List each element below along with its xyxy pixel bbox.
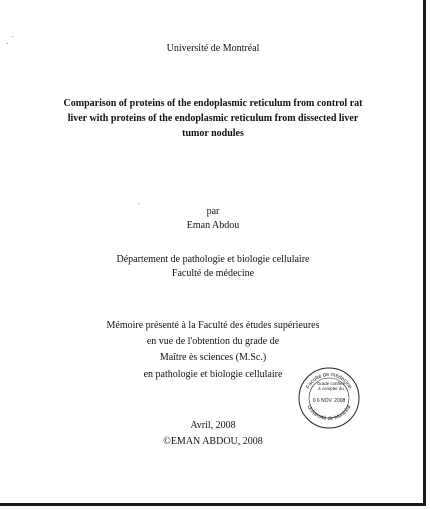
department-name: Département de pathologie et biologie cellulaire: [116, 254, 310, 265]
copyright-notice: ©EMAN ABDOU, 2008: [163, 436, 263, 447]
title-line-1: Comparison of proteins of the endoplasmic reticulum from control rat: [63, 98, 363, 109]
stamp-top-text: Faculté de médecine: [305, 371, 353, 390]
scan-speck: [12, 36, 13, 37]
submission-date: Avril, 2008: [190, 420, 236, 431]
degree-name: Maître ès sciences (M.Sc.): [159, 352, 267, 363]
stamp-inner-line-2: à compter du: [318, 386, 344, 391]
scan-speck: [138, 203, 139, 204]
stamp-bottom-text: Université de Montréal: [305, 404, 353, 423]
author-name: Eman Abdou: [186, 220, 240, 231]
submission-line-2: en vue de l'obtention du grade de: [146, 336, 280, 347]
submission-line-1: Mémoire présenté à la Faculté des études supérieures: [106, 320, 320, 331]
title-line-3: tumor nodules: [182, 128, 244, 139]
title-line-2: liver with proteins of the endoplasmic reticulum from dissected liver: [67, 113, 359, 124]
by-label: par: [206, 206, 220, 217]
stamp-date: 0 6 NOV. 2008: [312, 398, 346, 404]
discipline-name: en pathologie et biologie cellulaire: [143, 369, 283, 380]
faculty-name: Faculté de médecine: [171, 268, 255, 279]
university-name: Université de Montréal: [166, 43, 260, 54]
stamp-inner-line-1: Grade conféré: [316, 381, 346, 386]
